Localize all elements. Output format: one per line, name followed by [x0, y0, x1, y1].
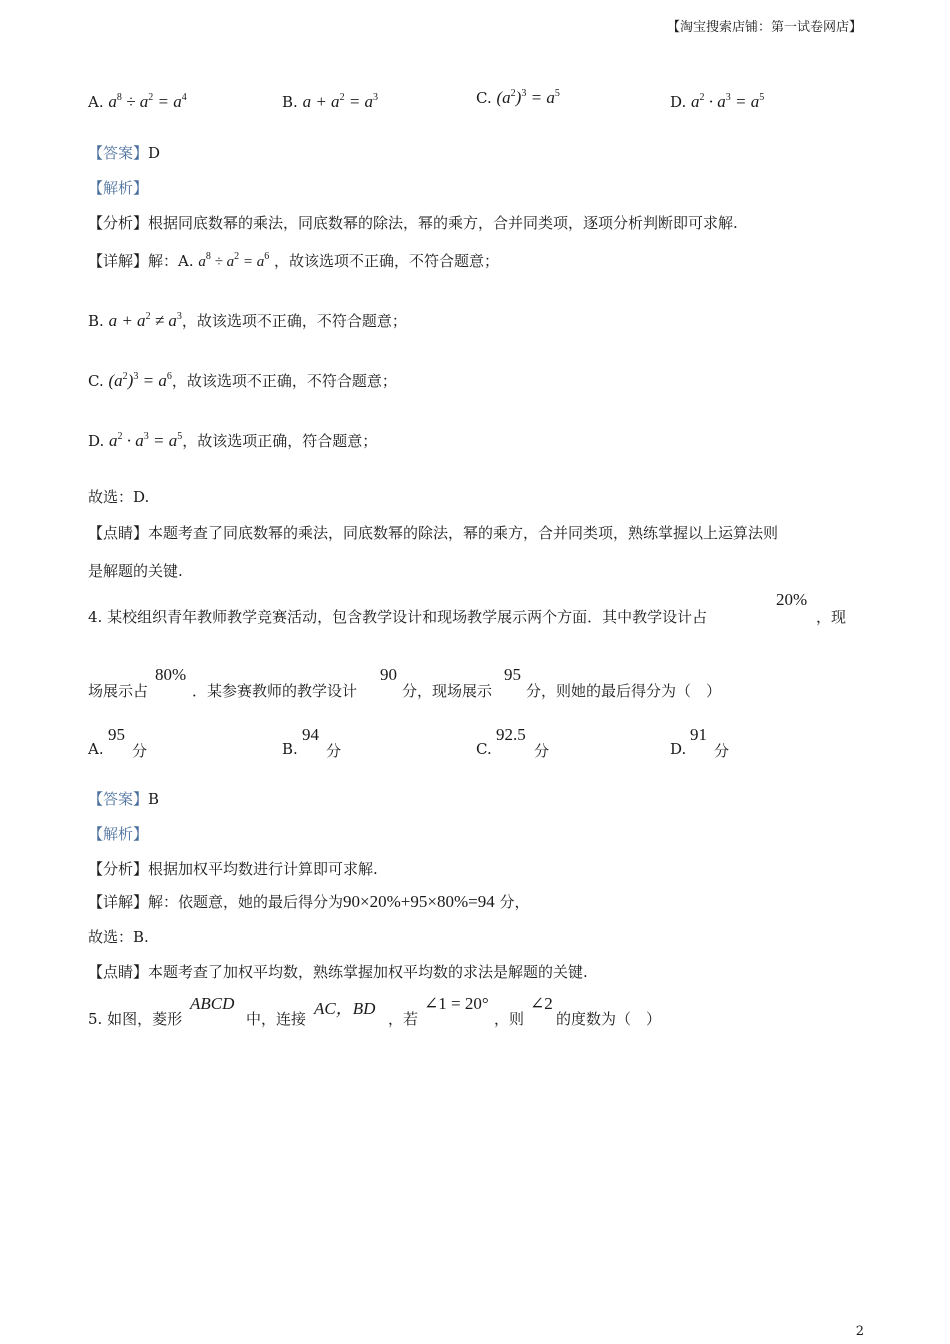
detail-letter: D.: [88, 432, 105, 450]
option-letter: A.: [88, 740, 104, 758]
option-letter: C.: [476, 740, 492, 758]
q5-stem-a: 5. 如图，菱形: [88, 1010, 183, 1028]
detail-expression: $a + a^2 \ne a^3$: [108, 311, 182, 330]
q4-option-a-value: 95: [108, 725, 125, 744]
detail-expression: $a^2 \cdot a^3 = a^5$: [109, 431, 183, 450]
answer-label: 【答案】: [88, 144, 149, 162]
option-expression: $a^8 \div a^2 = a^4$: [108, 92, 187, 111]
detail-text: ，故该选项正确，符合题意；: [182, 432, 378, 450]
detail-letter: B.: [88, 312, 104, 330]
option-letter: B.: [282, 740, 298, 758]
answer-value: B: [148, 790, 160, 808]
detail-text: ，故该选项不正确，不符合题意；: [274, 252, 500, 270]
q5-shape-name: ABCD: [190, 994, 235, 1013]
detail-prefix: 解：A.: [148, 252, 194, 270]
q4-dianjing: [88, 961, 588, 982]
q3-detail-a: [88, 250, 499, 271]
dianjing-text: 本题考查了加权平均数，熟练掌握加权平均数的求法是解题的关键.: [148, 963, 588, 981]
fenxi-text: 根据加权平均数进行计算即可求解.: [148, 860, 378, 878]
q5-stem-e: 的度数为（ ）: [556, 1010, 662, 1028]
q4-fenxi: [88, 858, 378, 879]
q3-dianjing-line2: 是解题的关键.: [88, 562, 183, 580]
detail-expression: $a^8 \div a^2 = a^6$: [198, 251, 270, 270]
option-letter: C.: [476, 89, 492, 107]
dianjing-text: 本题考查了同底数幂的乘法，同底数幂的除法，幂的乘方，合并同类项，熟练掌握以上运算法则: [148, 524, 779, 542]
q5-stem-d: ，则: [494, 1010, 525, 1028]
q4-option-b-value: 94: [302, 725, 319, 744]
q5-diagonals: AC，BD: [314, 999, 376, 1018]
q4-option-a: [88, 740, 104, 758]
q4-analysis-label: 【解析】: [88, 825, 149, 843]
q4-percent-design: 20%: [776, 590, 808, 609]
q4-option-b: [282, 740, 298, 758]
q5-angle2: ∠2: [530, 994, 553, 1013]
fenxi-label: 【分析】: [88, 214, 149, 232]
q4-option-d: [670, 740, 686, 758]
q4-option-c: [476, 740, 492, 758]
q4-score-display: 95: [504, 665, 521, 684]
detail-label: 【详解】: [88, 893, 149, 911]
q4-choose: 故选：B.: [88, 928, 149, 946]
stem-text: 4. 某校组织青年教师教学竞赛活动，包含教学设计和现场教学展示两个方面．其中教学设计占: [88, 608, 708, 626]
q4-option-a-unit: 分: [132, 742, 148, 760]
dianjing-label: 【点睛】: [88, 524, 149, 542]
fenxi-label: 【分析】: [88, 860, 149, 878]
answer-label: 【答案】: [88, 790, 149, 808]
q4-percent-display: 80%: [155, 665, 187, 684]
q3-dianjing-line1: [88, 522, 778, 543]
q5-stem-b: 中，连接: [246, 1010, 307, 1028]
option-letter: D.: [670, 740, 687, 758]
q4-stem-line2: [88, 680, 148, 701]
q3-option-a: [88, 92, 187, 112]
option-expression: $a + a^2 = a^3$: [302, 92, 379, 111]
stem-text: 场展示占: [88, 682, 149, 700]
detail-suffix: 分，: [499, 893, 530, 911]
option-letter: D.: [670, 93, 687, 111]
option-letter: A.: [88, 93, 104, 111]
q4-option-b-unit: 分: [326, 742, 342, 760]
detail-letter: C.: [88, 372, 104, 390]
q3-detail-d: [88, 430, 377, 451]
q4-stem-line2-d: 分，则她的最后得分为（ ）: [526, 682, 722, 700]
detail-prefix: 解：依题意，她的最后得分为: [148, 893, 344, 911]
q5-stem-c: ，若: [388, 1010, 419, 1028]
detail-expression: $(a^2)^3 = a^6$: [108, 371, 172, 390]
dianjing-label: 【点睛】: [88, 963, 149, 981]
q5-angle1: ∠1 = 20°: [424, 994, 489, 1013]
q3-option-b: [282, 92, 378, 112]
q4-answer: [88, 788, 159, 809]
q4-score-design: 90: [380, 665, 397, 684]
fenxi-text: 根据同底数幂的乘法，同底数幂的除法，幂的乘方，合并同类项，逐项分析判断即可求解.: [148, 214, 738, 232]
detail-text: ，故该选项不正确，不符合题意；: [171, 372, 397, 390]
q4-option-c-unit: 分: [534, 742, 550, 760]
q3-option-c: [476, 88, 560, 108]
q3-fenxi: [88, 212, 738, 233]
answer-value: D: [148, 144, 161, 162]
q4-option-d-unit: 分: [714, 742, 730, 760]
option-expression: $a^2 \cdot a^3 = a^5$: [691, 92, 765, 111]
detail-label: 【详解】: [88, 252, 149, 270]
option-expression: $(a^2)^3 = a^5$: [496, 88, 560, 107]
q4-stem-line2-c: 分，现场展示: [402, 682, 493, 700]
q4-option-d-value: 91: [690, 725, 707, 744]
detail-expression: 90×20%+95×80%=94: [343, 892, 495, 911]
q4-option-c-value: 92.5: [496, 725, 526, 744]
q4-stem-line2-b: ．某参赛教师的教学设计: [192, 682, 358, 700]
q3-analysis-label: 【解析】: [88, 179, 149, 197]
q3-answer: [88, 142, 160, 163]
q3-detail-c: [88, 370, 397, 391]
page-number: 2: [855, 1324, 864, 1339]
option-letter: B.: [282, 93, 298, 111]
q3-option-d: [670, 92, 764, 112]
q3-choose: 故选：D.: [88, 488, 150, 506]
header-shop-text: 【淘宝搜索店铺：第一试卷网店】: [666, 20, 862, 35]
q4-stem-line1-end: ，现: [816, 608, 847, 626]
q4-detail: [88, 891, 530, 912]
q3-detail-b: [88, 310, 407, 331]
detail-text: ，故该选项不正确，不符合题意；: [181, 312, 407, 330]
q4-stem-line1: [88, 606, 707, 627]
